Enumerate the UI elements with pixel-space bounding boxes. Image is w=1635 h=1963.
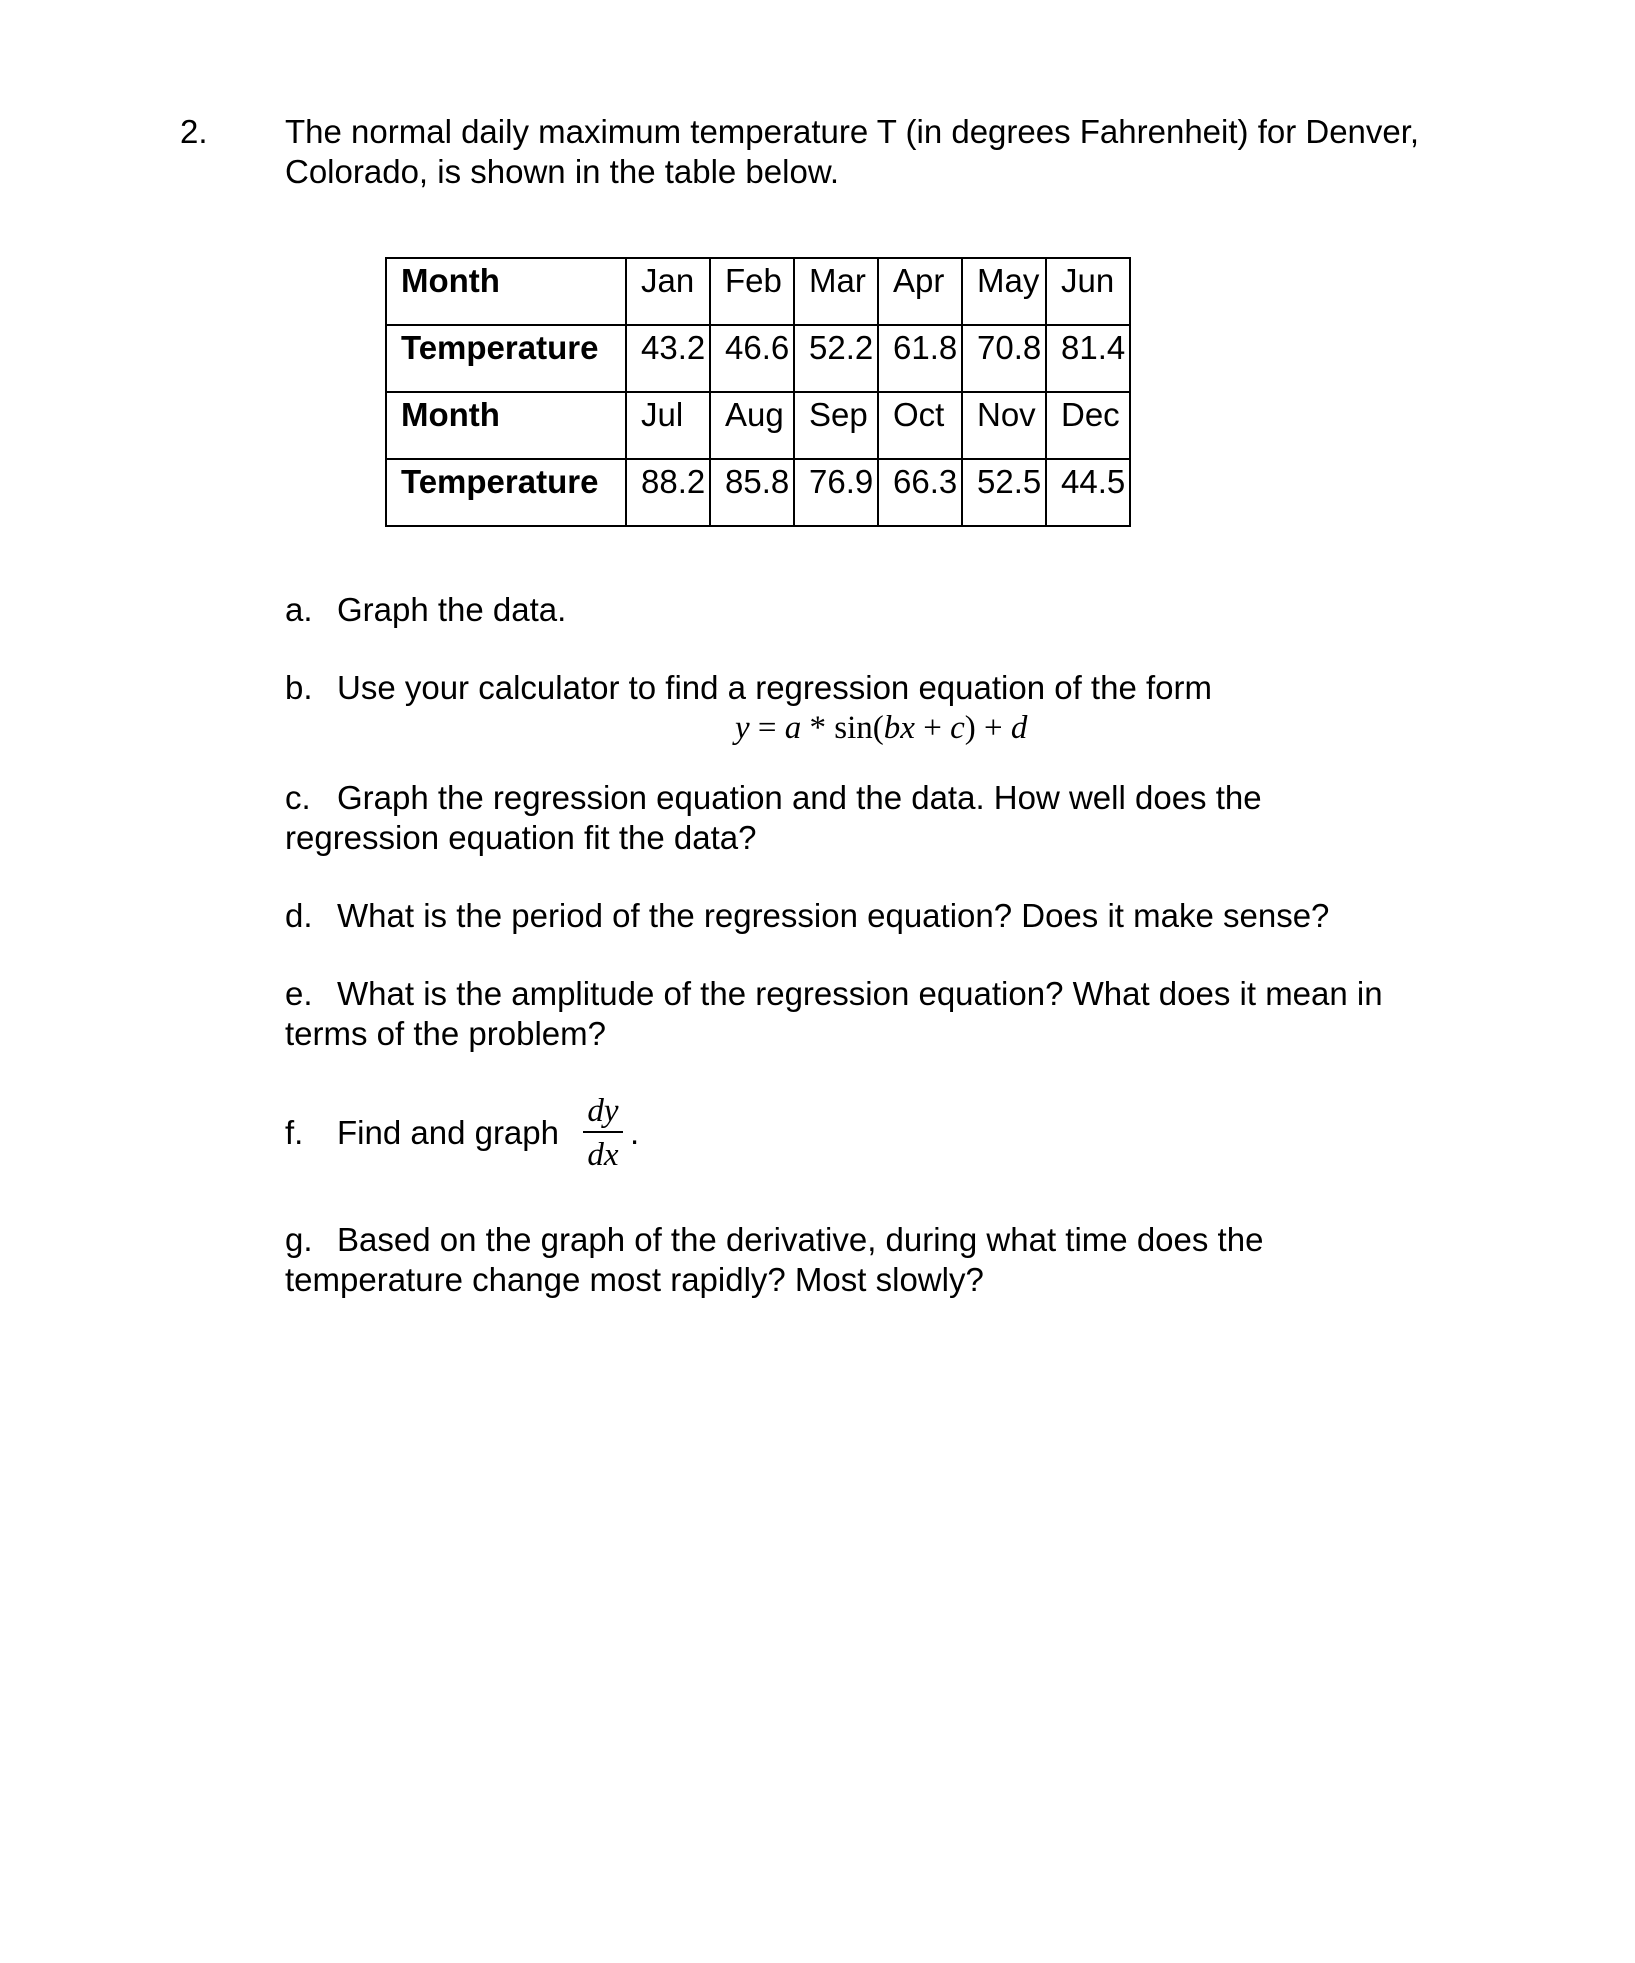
question-b-line [285, 668, 1545, 708]
table-cell: 43.2 [626, 325, 710, 392]
row-header: Temperature [386, 459, 626, 526]
table-cell: 85.8 [710, 459, 794, 526]
table-cell: 52.5 [962, 459, 1046, 526]
question-text: What is the period of the regression equation? Does it make sense? [337, 897, 1330, 934]
table-row [386, 325, 1130, 392]
problem-intro [285, 112, 1545, 192]
table-cell: 76.9 [794, 459, 878, 526]
problem-number: 2. [180, 113, 208, 150]
question-c-line-2: regression equation fit the data? [285, 819, 757, 856]
regression-equation [735, 708, 1027, 748]
eq-close: ) + [964, 710, 1011, 746]
table-cell: Feb [710, 258, 794, 325]
question-e-line-2: terms of the problem? [285, 1015, 606, 1052]
question-f [285, 1113, 1545, 1153]
table-cell: 81.4 [1046, 325, 1130, 392]
fraction-period: . [630, 1114, 640, 1151]
question-c-line-1 [285, 778, 1545, 818]
derivative-fraction [583, 1093, 623, 1173]
table-cell: Jul [626, 392, 710, 459]
table-cell: Sep [794, 392, 878, 459]
table-row [386, 459, 1130, 526]
question-d [285, 896, 1545, 936]
eq-a: a [784, 710, 802, 746]
table-cell: Aug [710, 392, 794, 459]
question-text: Graph the data. [337, 591, 567, 628]
table-cell: 66.3 [878, 459, 962, 526]
question-text: What is the amplitude of the regression equation? What does it mean in [337, 975, 1383, 1012]
table-cell: 70.8 [962, 325, 1046, 392]
question-a [285, 590, 1545, 630]
table-cell: 88.2 [626, 459, 710, 526]
table-cell: May [962, 258, 1046, 325]
table-cell: 46.6 [710, 325, 794, 392]
eq-bx: bx [883, 710, 915, 746]
question-text: Graph the regression equation and the data. How well does the [337, 779, 1262, 816]
question-f-line [285, 1113, 1545, 1153]
table-cell: Dec [1046, 392, 1130, 459]
eq-sin: * sin( [801, 710, 884, 746]
question-text: Based on the graph of the derivative, during what time does the [337, 1221, 1264, 1258]
question-e [285, 974, 1545, 1054]
question-text: Use your calculator to find a regression equation of the form [337, 669, 1212, 706]
eq-d: d [1010, 710, 1028, 746]
intro-line-1: The normal daily maximum temperature T (in degrees Fahrenheit) for Denver, [285, 113, 1420, 150]
question-b [285, 668, 1545, 708]
question-d-line [285, 896, 1545, 936]
eq-y: y [735, 710, 750, 746]
question-letter: e. [285, 975, 313, 1012]
question-e-line-1 [285, 974, 1545, 1014]
eq-equals: = [749, 710, 785, 746]
table-row [386, 392, 1130, 459]
question-letter: d. [285, 897, 313, 934]
eq-c: c [950, 710, 965, 746]
table-cell: 61.8 [878, 325, 962, 392]
question-c [285, 778, 1545, 858]
table-cell: Nov [962, 392, 1046, 459]
question-letter: c. [285, 779, 311, 816]
row-header: Temperature [386, 325, 626, 392]
question-a-line [285, 590, 1545, 630]
question-letter: b. [285, 669, 313, 706]
question-letter: g. [285, 1221, 313, 1258]
question-g-line-1 [285, 1220, 1545, 1260]
table-cell: Mar [794, 258, 878, 325]
temperature-table [385, 257, 1131, 527]
table-cell: Jun [1046, 258, 1130, 325]
table-cell: Apr [878, 258, 962, 325]
question-g-line-2: temperature change most rapidly? Most slowly? [285, 1261, 984, 1298]
table-cell: Jan [626, 258, 710, 325]
question-letter: a. [285, 591, 313, 628]
table-cell: 44.5 [1046, 459, 1130, 526]
question-g [285, 1220, 1545, 1300]
row-header: Month [386, 392, 626, 459]
table-cell: Oct [878, 392, 962, 459]
fraction-numerator: dy [587, 1093, 619, 1129]
question-letter: f. [285, 1114, 304, 1151]
question-text: Find and graph [337, 1114, 559, 1151]
row-header: Month [386, 258, 626, 325]
fraction-bar [583, 1131, 623, 1133]
table-row [386, 258, 1130, 325]
intro-line-2: Colorado, is shown in the table below. [285, 153, 840, 190]
table-cell: 52.2 [794, 325, 878, 392]
fraction-denominator: dx [587, 1137, 619, 1173]
eq-plus: + [914, 710, 951, 746]
